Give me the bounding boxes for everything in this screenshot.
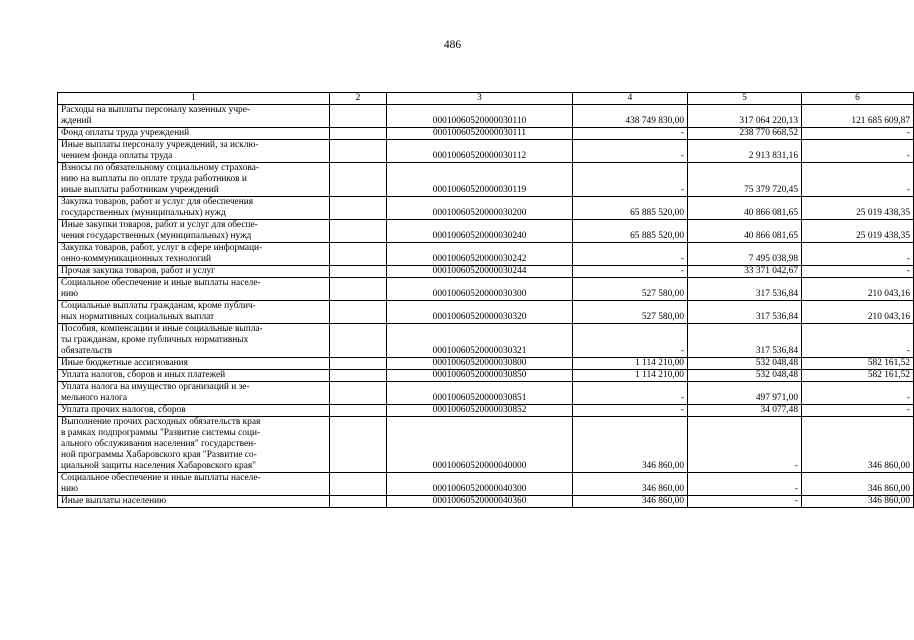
- row-value-col4: 346 860,00: [573, 417, 688, 473]
- row-value-col4: -: [573, 382, 688, 405]
- row-name: Социальное обеспечение и иные выплаты населе- нию: [58, 278, 330, 301]
- row-value-col5: -: [688, 417, 802, 473]
- row-col2: [330, 473, 387, 496]
- row-value-col6: 210 043,16: [802, 301, 914, 324]
- table-row: [58, 382, 914, 405]
- row-value-col6: 210 043,16: [802, 278, 914, 301]
- row-value-col6: 346 860,00: [802, 473, 914, 496]
- budget-table: [57, 92, 914, 508]
- row-code: 00010060520000030851: [387, 382, 573, 405]
- row-col2: [330, 496, 387, 508]
- row-value-col4: 346 860,00: [573, 496, 688, 508]
- row-value-col6: 25 019 438,35: [802, 197, 914, 220]
- row-value-col6: 346 860,00: [802, 417, 914, 473]
- row-col2: [330, 370, 387, 382]
- column-number-row: [58, 93, 914, 105]
- row-code: 00010060520000030321: [387, 324, 573, 358]
- table-row: [58, 473, 914, 496]
- row-value-col4: 65 885 520,00: [573, 197, 688, 220]
- row-value-col6: -: [802, 266, 914, 278]
- row-code: 00010060520000030850: [387, 370, 573, 382]
- row-col2: [330, 278, 387, 301]
- table-row: [58, 405, 914, 417]
- row-value-col5: 317 536,84: [688, 301, 802, 324]
- row-value-col4: -: [573, 128, 688, 140]
- row-value-col5: 497 971,00: [688, 382, 802, 405]
- row-code: 00010060520000030852: [387, 405, 573, 417]
- row-code: 00010060520000030240: [387, 220, 573, 243]
- row-name: Закупка товаров, работ, услуг в сфере информаци- онно-коммуникационных технологий: [58, 243, 330, 266]
- row-value-col6: -: [802, 128, 914, 140]
- row-value-col5: 34 077,48: [688, 405, 802, 417]
- row-col2: [330, 140, 387, 163]
- row-value-col6: 25 019 438,35: [802, 220, 914, 243]
- row-name: Прочая закупка товаров, работ и услуг: [58, 266, 330, 278]
- row-value-col4: 1 114 210,00: [573, 370, 688, 382]
- row-value-col5: 532 048,48: [688, 358, 802, 370]
- row-value-col5: 40 866 081,65: [688, 220, 802, 243]
- row-value-col4: -: [573, 324, 688, 358]
- row-col2: [330, 243, 387, 266]
- row-value-col5: 317 536,84: [688, 324, 802, 358]
- table-row: [58, 278, 914, 301]
- row-value-col5: 7 495 038,98: [688, 243, 802, 266]
- row-name: Иные закупки товаров, работ и услуг для обеспе- чения государственных (муниципальных) нужд: [58, 220, 330, 243]
- table-row: [58, 220, 914, 243]
- row-code: 00010060520000040300: [387, 473, 573, 496]
- row-col2: [330, 163, 387, 197]
- row-name: Иные выплаты населению: [58, 496, 330, 508]
- row-value-col6: 346 860,00: [802, 496, 914, 508]
- row-name: Выполнение прочих расходных обязательств края в рамках подпрограммы "Развитие системы соци- ального обслуживания населения" государствен- ной программы Хабаровского края "Развитие со- циальной защиты населения Хабаровского края": [58, 417, 330, 473]
- row-code: 00010060520000030242: [387, 243, 573, 266]
- column-header: 5: [688, 93, 802, 105]
- row-value-col6: -: [802, 324, 914, 358]
- table-row: [58, 243, 914, 266]
- row-code: 00010060520000030112: [387, 140, 573, 163]
- row-value-col4: 65 885 520,00: [573, 220, 688, 243]
- row-name: Пособия, компенсации и иные социальные выпла- ты гражданам, кроме публичных нормативных обязательств: [58, 324, 330, 358]
- row-value-col4: 438 749 830,00: [573, 105, 688, 128]
- row-value-col5: -: [688, 473, 802, 496]
- row-value-col4: 346 860,00: [573, 473, 688, 496]
- row-name: Иные выплаты персоналу учреждений, за исклю- чением фонда оплаты труда: [58, 140, 330, 163]
- row-value-col6: -: [802, 243, 914, 266]
- row-value-col5: 33 371 042,67: [688, 266, 802, 278]
- row-col2: [330, 197, 387, 220]
- row-value-col4: 527 580,00: [573, 301, 688, 324]
- row-value-col6: 582 161,52: [802, 370, 914, 382]
- row-value-col6: -: [802, 405, 914, 417]
- table-row: [58, 370, 914, 382]
- row-code: 00010060520000030244: [387, 266, 573, 278]
- row-value-col4: -: [573, 266, 688, 278]
- table-row: [58, 324, 914, 358]
- row-name: Социальные выплаты гражданам, кроме публич- ных нормативных социальных выплат: [58, 301, 330, 324]
- row-col2: [330, 301, 387, 324]
- row-value-col6: -: [802, 382, 914, 405]
- row-col2: [330, 358, 387, 370]
- row-code: 00010060520000040360: [387, 496, 573, 508]
- row-value-col6: 121 685 609,87: [802, 105, 914, 128]
- row-col2: [330, 382, 387, 405]
- row-name: Закупка товаров, работ и услуг для обеспечения государственных (муниципальных) нужд: [58, 197, 330, 220]
- table-row: [58, 358, 914, 370]
- row-value-col6: 582 161,52: [802, 358, 914, 370]
- row-code: 00010060520000030119: [387, 163, 573, 197]
- row-code: 00010060520000030800: [387, 358, 573, 370]
- row-name: Фонд оплаты труда учреждений: [58, 128, 330, 140]
- row-name: Уплата прочих налогов, сборов: [58, 405, 330, 417]
- row-code: 00010060520000030110: [387, 105, 573, 128]
- row-name: Уплата налога на имущество организаций и зе- мельного налога: [58, 382, 330, 405]
- table-row: [58, 417, 914, 473]
- column-header: 4: [573, 93, 688, 105]
- row-value-col4: -: [573, 163, 688, 197]
- row-name: Иные бюджетные ассигнования: [58, 358, 330, 370]
- row-value-col4: -: [573, 243, 688, 266]
- row-col2: [330, 324, 387, 358]
- table-row: [58, 496, 914, 508]
- row-col2: [330, 405, 387, 417]
- row-value-col5: 40 866 081,65: [688, 197, 802, 220]
- table-row: [58, 128, 914, 140]
- table-row: [58, 266, 914, 278]
- row-value-col5: -: [688, 496, 802, 508]
- table-row: [58, 301, 914, 324]
- column-header: 6: [802, 93, 914, 105]
- row-value-col5: 2 913 831,16: [688, 140, 802, 163]
- row-code: 00010060520000030200: [387, 197, 573, 220]
- table-body: [58, 105, 914, 508]
- row-code: 00010060520000030300: [387, 278, 573, 301]
- row-col2: [330, 220, 387, 243]
- row-code: 00010060520000040000: [387, 417, 573, 473]
- row-value-col5: 238 770 668,52: [688, 128, 802, 140]
- table-row: [58, 197, 914, 220]
- row-code: 00010060520000030111: [387, 128, 573, 140]
- row-name: Социальное обеспечение и иные выплаты населе- нию: [58, 473, 330, 496]
- row-value-col5: 532 048,48: [688, 370, 802, 382]
- row-col2: [330, 128, 387, 140]
- row-value-col4: 1 114 210,00: [573, 358, 688, 370]
- row-value-col4: -: [573, 140, 688, 163]
- row-value-col6: -: [802, 163, 914, 197]
- row-name: Уплата налогов, сборов и иных платежей: [58, 370, 330, 382]
- page-number: 486: [443, 39, 462, 51]
- row-name: Расходы на выплаты персоналу казенных учре- ждений: [58, 105, 330, 128]
- row-code: 00010060520000030320: [387, 301, 573, 324]
- column-header: 1: [58, 93, 330, 105]
- table-row: [58, 163, 914, 197]
- row-value-col5: 75 379 720,45: [688, 163, 802, 197]
- column-header: 2: [330, 93, 387, 105]
- table-row: [58, 105, 914, 128]
- table-row: [58, 140, 914, 163]
- row-col2: [330, 266, 387, 278]
- row-value-col5: 317 536,84: [688, 278, 802, 301]
- row-name: Взносы по обязательному социальному страхова- нию на выплаты по оплате труда работников и иные выплаты работникам учреждений: [58, 163, 330, 197]
- row-value-col4: 527 580,00: [573, 278, 688, 301]
- row-value-col5: 317 064 220,13: [688, 105, 802, 128]
- column-header: 3: [387, 93, 573, 105]
- row-col2: [330, 105, 387, 128]
- row-value-col4: -: [573, 405, 688, 417]
- row-value-col6: -: [802, 140, 914, 163]
- row-col2: [330, 417, 387, 473]
